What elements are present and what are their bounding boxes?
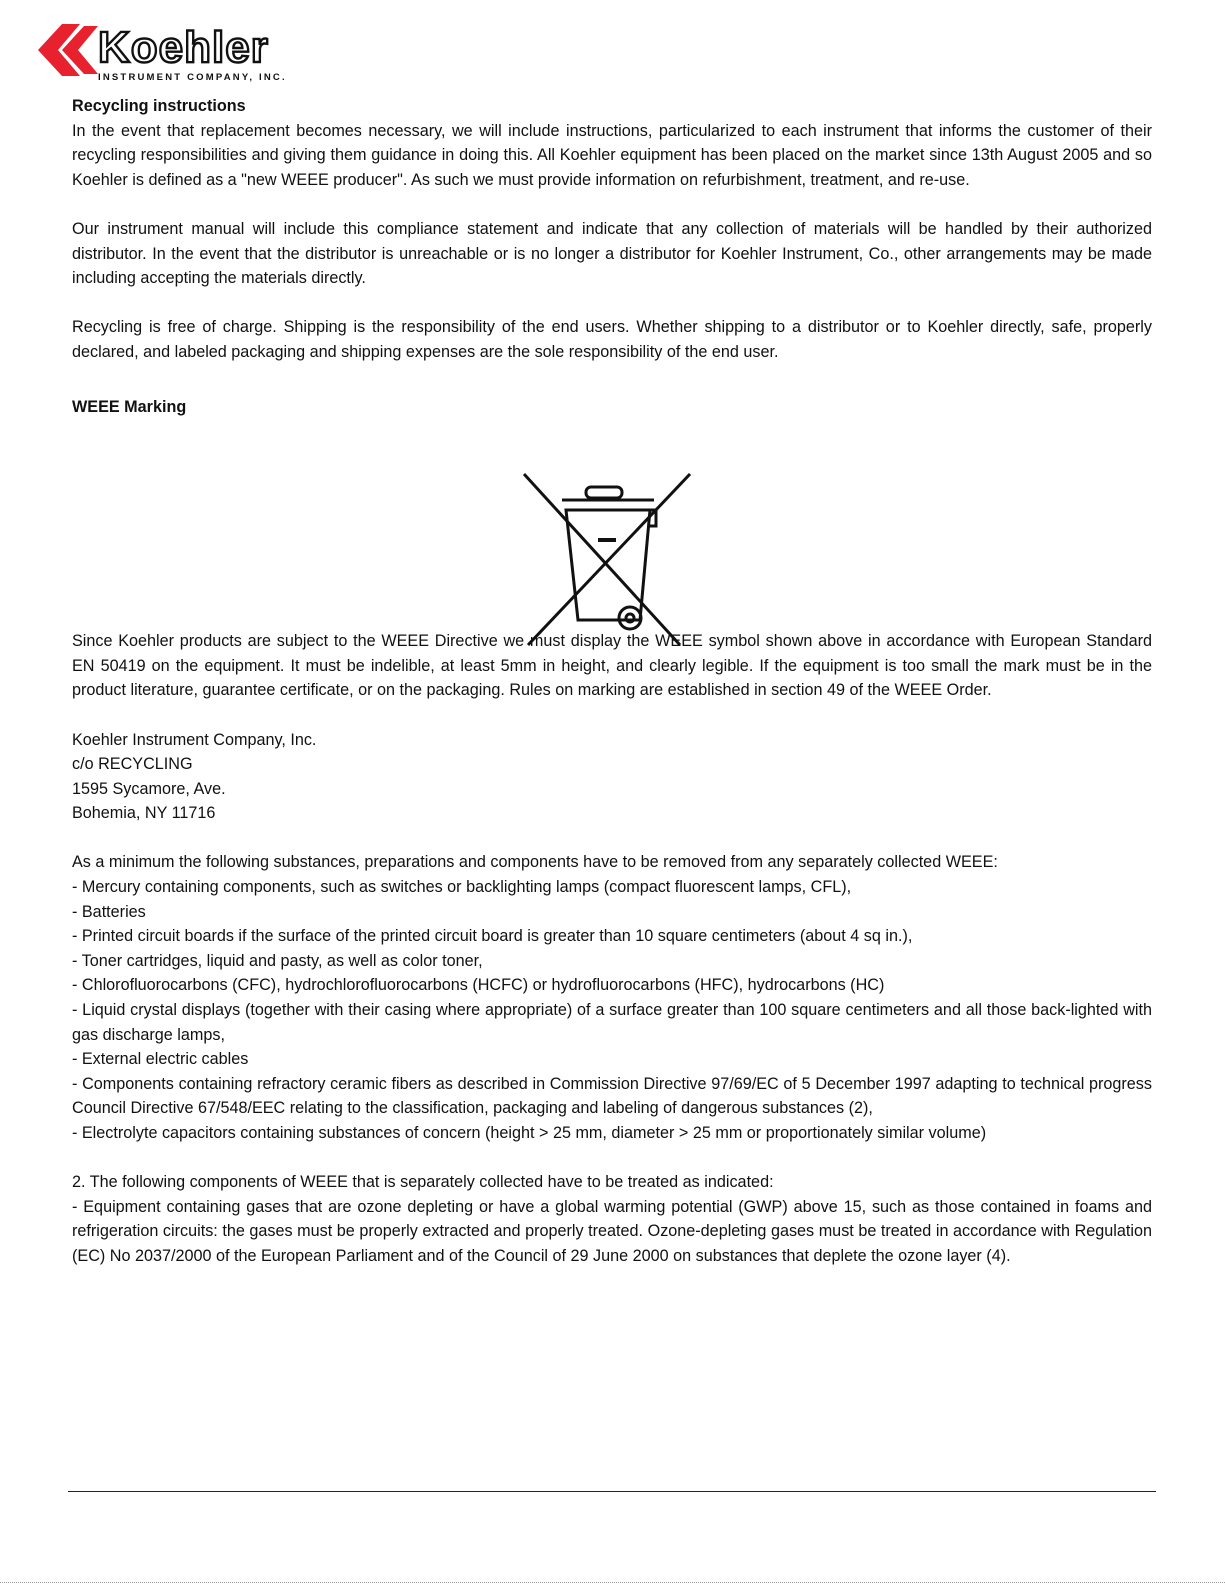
list-item: - Toner cartridges, liquid and pasty, as well as color toner, <box>72 951 483 970</box>
recycling-heading: Recycling instructions <box>72 97 246 115</box>
list-item: - Liquid crystal displays (together with their casing where appropriate) of a surface greater than 100 square centimeters and all those back-lighted with gas discharge lamps, <box>72 1001 1152 1044</box>
address-line: c/o RECYCLING <box>72 755 193 774</box>
weee-heading: WEEE Marking <box>72 397 187 416</box>
recycling-paragraph-1: In the event that replacement becomes necessary, we will include instructions, particularized to each instrument that informs the customer of their recycling responsibilities and giving them guidance in doing this. All Koehler equipment has been placed on the market since 13th August 2005 and so Koehler is defined as a "new WEEE producer". As such we must provide information on refurbishment, treatment, and re-use. <box>72 121 1152 189</box>
document-body <box>72 94 1152 1269</box>
page-edge-divider <box>0 1582 1225 1583</box>
treatment-intro: 2. The following components of WEEE that is separately collected have to be treated as indicated: <box>72 1173 774 1192</box>
logo-subtitle: INSTRUMENT COMPANY, INC. <box>98 72 287 83</box>
address-line: Koehler Instrument Company, Inc. <box>72 730 317 749</box>
address-line: Bohemia, NY 11716 <box>72 804 216 823</box>
footer-divider <box>68 1491 1156 1492</box>
list-item: - Printed circuit boards if the surface of the printed circuit board is greater than 10 square centimeters (about 4 sq in.), <box>72 927 913 946</box>
weee-paragraph: Since Koehler products are subject to the WEEE Directive we must display the WEEE symbol shown above in accordance with European Standard EN 50419 on the equipment. It must be indelible, at least 5mm in height, and clearly legible. If the equipment is too small the mark must be in the product literature, guarantee certificate, or on the packaging. Rules on marking are established in section 49 of the WEEE Order. <box>72 632 1152 700</box>
list-item: - Batteries <box>72 902 146 921</box>
list-item: - Components containing refractory ceramic fibers as described in Commission Directive 97/69/EC of 5 December 1997 adapting to technical progress Council Directive 67/548/EEC relating to the classification, packaging and labeling of dangerous substances (2), <box>72 1074 1152 1118</box>
list-item: - External electric cables <box>72 1050 249 1069</box>
koehler-logo-graphic <box>36 22 298 84</box>
logo-wordmark: Koehler <box>98 23 269 72</box>
list-item: - Chlorofluorocarbons (CFC), hydrochlorofluorocarbons (HCFC) or hydrofluorocarbons (HFC), hydrocarbons (HC) <box>72 976 885 995</box>
recycling-address <box>72 728 1152 826</box>
recycling-paragraph-3: Recycling is free of charge. Shipping is the responsibility of the end users. Whether shipping to a distributor or to Koehler directly, safe, properly declared, and labeled packaging and shipping expenses are the sole responsibility of the end user. <box>72 318 1152 361</box>
list-item: - Electrolyte capacitors containing substances of concern (height > 25 mm, diameter > 25 mm or proportionately similar volume) <box>72 1124 987 1142</box>
list-item: - Equipment containing gases that are ozone depleting or have a global warming potential (GWP) above 15, such as those contained in foams and refrigeration circuits: the gases must be properly extracted and properly treated. Ozone-depleting gases must be treated in accordance with Regulation (EC) No 2037/2000 of the European Parliament and of the Council of 29 June 2000 on substances that deplete the ozone layer (4). <box>72 1197 1152 1265</box>
recycling-paragraph-2: Our instrument manual will include this compliance statement and indicate that any collection of materials will be handled by their authorized distributor. In the event that the distributor is unreachable or is no longer a distributor for Koehler Instrument, Co., other arrangements may be made including accepting the materials directly. <box>72 219 1152 288</box>
company-logo <box>36 22 298 84</box>
list-item: - Mercury containing components, such as switches or backlighting lamps (compact fluorescent lamps, CFL), <box>72 878 852 897</box>
address-line: 1595 Sycamore, Ave. <box>72 779 226 798</box>
substances-list <box>72 875 1152 1146</box>
substances-intro: As a minimum the following substances, preparations and components have to be removed from any separately collected WEEE: <box>72 853 998 872</box>
